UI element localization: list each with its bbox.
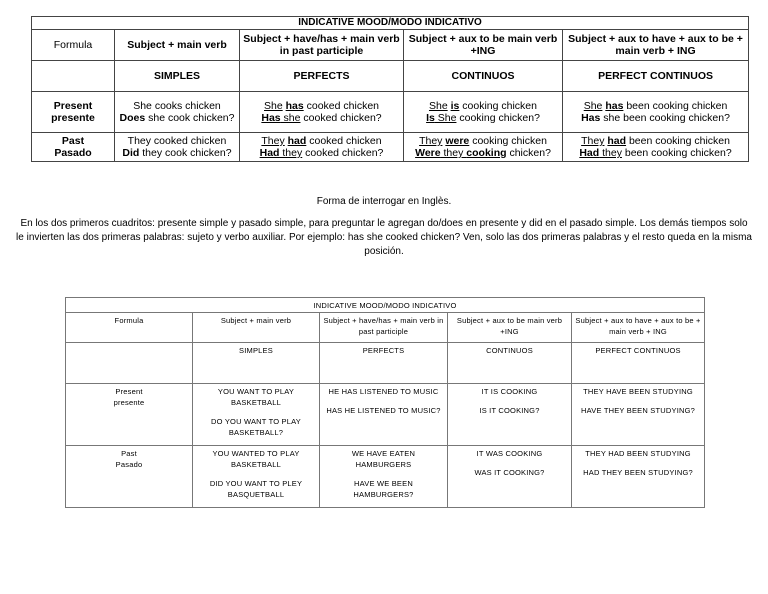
header-continuos: CONTINUOS (404, 61, 563, 92)
header-perfects: PERFECTS (320, 343, 448, 384)
formula-perfect-continuous: Subject + aux to have + aux to be + main verb + ING (563, 30, 749, 61)
table-title: INDICATIVE MOOD/MODO INDICATIVO (32, 17, 749, 30)
header-perfect-continuos: PERFECT CONTINUOS (563, 61, 749, 92)
present-simple-cell: YOU WANT TO PLAY BASKETBALL DO YOU WANT TO PLAY BASKETBALL? (193, 384, 320, 446)
row-label-present: Present presente (32, 92, 115, 133)
formula-label: Formula (32, 30, 115, 61)
past-perfect-continuous-cell: THEY HAD BEEN STUDYING HAD THEY BEEN STUDYING? (572, 446, 705, 508)
formula-perfect: Subject + have/has + main verb in past participle (320, 313, 448, 343)
explanation-section (16, 195, 752, 259)
row-label-past: Past Pasado (32, 133, 115, 162)
header-simples: SIMPLES (115, 61, 240, 92)
formula-perfect-continuous: Subject + aux to have + aux to be + main verb + ING (572, 313, 705, 343)
blank-cell (32, 61, 115, 92)
present-continuous-cell: IT IS COOKING IS IT COOKING? (448, 384, 572, 446)
indicative-table-1 (31, 16, 749, 162)
blank-cell (66, 343, 193, 384)
row-label-past: Past Pasado (66, 446, 193, 508)
formula-perfect: Subject + have/has + main verb in past participle (240, 30, 404, 61)
present-perfect-continuous-cell: She has been cooking chicken Has she been cooking chicken? (563, 92, 749, 133)
past-perfect-cell: They had cooked chicken Had they cooked chicken? (240, 133, 404, 162)
row-label-present: Present presente (66, 384, 193, 446)
explanation-title: Forma de interrogar en Inglès. (316, 196, 452, 207)
formula-continuous: Subject + aux to be main verb +ING (448, 313, 572, 343)
present-continuous-cell: She is cooking chicken Is She cooking chicken? (404, 92, 563, 133)
present-perfect-cell: She has cooked chicken Has she cooked chicken? (240, 92, 404, 133)
indicative-table-2 (65, 297, 705, 508)
formula-continuous: Subject + aux to be main verb +ING (404, 30, 563, 61)
header-perfects: PERFECTS (240, 61, 404, 92)
past-continuous-cell: They were cooking chicken Were they cooking chicken? (404, 133, 563, 162)
past-perfect-continuous-cell: They had been cooking chicken Had they been cooking chicken? (563, 133, 749, 162)
formula-simple: Subject + main verb (193, 313, 320, 343)
present-perfect-continuous-cell: THEY HAVE BEEN STUDYING HAVE THEY BEEN STUDYING? (572, 384, 705, 446)
present-perfect-cell: HE HAS LISTENED TO MUSIC HAS HE LISTENED TO MUSIC? (320, 384, 448, 446)
formula-simple: Subject + main verb (115, 30, 240, 61)
past-continuous-cell: IT WAS COOKING WAS IT COOKING? (448, 446, 572, 508)
explanation-paragraph: En los dos primeros cuadritos: presente simple y pasado simple, para preguntar le agregan do/does en presente y did en el pasado simple. Los demás tiempos solo le invierten las dos primeras palabras: sujeto y verbo auxiliar. Por ejemplo: has she cooked chicken? Ven, solo las dos primeras palabras y el resto queda en la misma posición. (16, 218, 752, 257)
header-continuos: CONTINUOS (448, 343, 572, 384)
formula-label: Formula (66, 313, 193, 343)
past-perfect-cell: WE HAVE EATEN HAMBURGERS HAVE WE BEEN HAMBURGERS? (320, 446, 448, 508)
present-simple-cell: She cooks chicken Does she cook chicken? (115, 92, 240, 133)
header-perfect-continuos: PERFECT CONTINUOS (572, 343, 705, 384)
past-simple-cell: They cooked chicken Did they cook chicken? (115, 133, 240, 162)
header-simples: SIMPLES (193, 343, 320, 384)
past-simple-cell: YOU WANTED TO PLAY BASKETBALL DID YOU WANT TO PLEY BASQUETBALL (193, 446, 320, 508)
table-title: INDICATIVE MOOD/MODO INDICATIVO (66, 298, 705, 313)
